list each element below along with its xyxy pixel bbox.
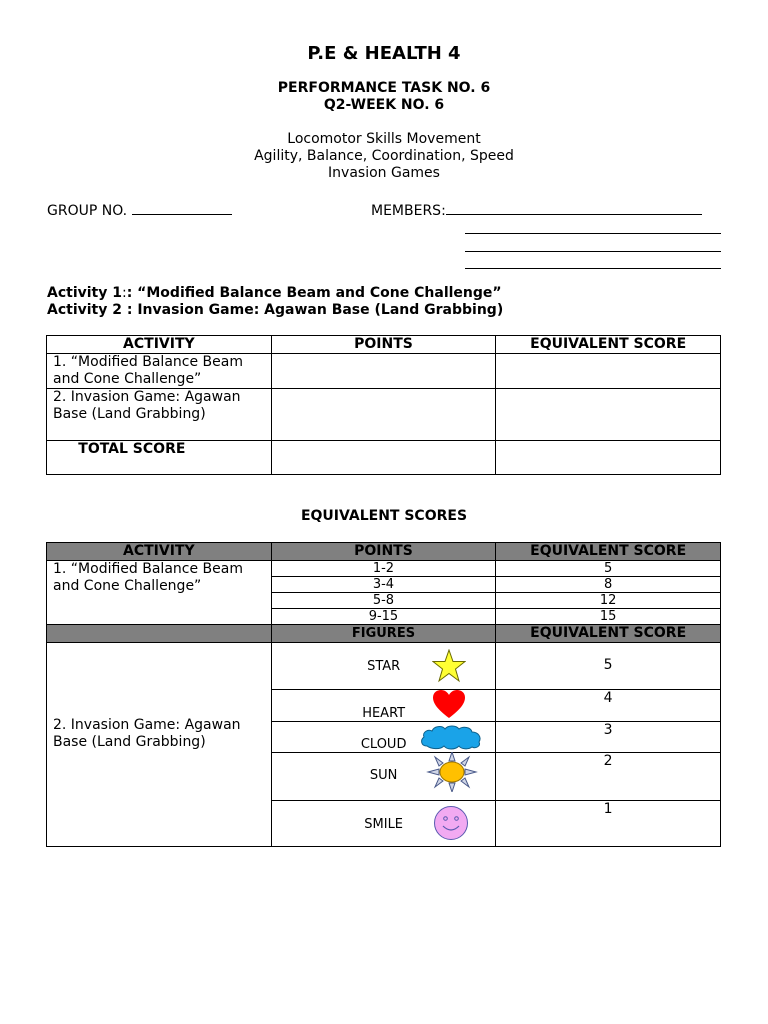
figures-header: FIGURES [271, 625, 496, 643]
equivalent-input-1[interactable] [496, 354, 721, 389]
eq-activity-2 [47, 643, 272, 847]
points-score: 5 [496, 561, 721, 577]
member-blank-2[interactable] [465, 219, 721, 234]
equivalent-input-2[interactable] [496, 389, 721, 441]
table-row [47, 643, 721, 690]
member-blank-1[interactable] [446, 200, 702, 215]
figure-heart [271, 690, 496, 722]
group-blank[interactable] [132, 200, 232, 215]
topic-2: Agility, Balance, Coordination, Speed [254, 148, 514, 164]
activity-1-text: : “Modified Balance Beam and Cone Challenge” [126, 285, 502, 301]
member-blank-3[interactable] [465, 237, 721, 252]
header-equivalent: EQUIVALENT SCORE [496, 336, 721, 354]
eq-header-activity: ACTIVITY [47, 543, 272, 561]
total-equivalent-input[interactable] [496, 441, 721, 475]
equivalent-scores-table [46, 542, 721, 847]
eq-activity-2-text: 2. Invasion Game: Agawan Base (Land Grabbing) [53, 716, 241, 750]
topic-1: Locomotor Skills Movement [287, 131, 481, 147]
heart-icon [432, 689, 466, 724]
figure-label: SUN [369, 768, 398, 783]
figure-star [271, 643, 496, 690]
figure-cloud [271, 722, 496, 753]
activity-1-line: Activity 1:: “Modified Balance Beam and Cone Challenge” [47, 285, 502, 301]
figure-label: CLOUD [360, 737, 407, 752]
table-row [47, 354, 721, 389]
eq-header-equivalent: EQUIVALENT SCORE [496, 543, 721, 561]
figure-score: 5 [496, 643, 721, 690]
total-points-input[interactable] [271, 441, 496, 475]
cloud-icon [419, 724, 483, 755]
activity-1-cell: 1. “Modified Balance Beam and Cone Challenge” [47, 354, 272, 389]
page-title: P.E & HEALTH 4 [307, 43, 461, 64]
group-field [47, 200, 232, 219]
table-row [47, 441, 721, 475]
points-range: 1-2 [271, 561, 496, 577]
points-range: 9-15 [271, 609, 496, 625]
header-activity: ACTIVITY [47, 336, 272, 354]
points-range: 3-4 [271, 577, 496, 593]
points-score: 15 [496, 609, 721, 625]
score-table [46, 335, 721, 475]
group-label: GROUP NO. [47, 203, 128, 219]
activity-2-label: Activity 2 [47, 302, 122, 318]
eq-activity-1: 1. “Modified Balance Beam and Cone Challenge” [47, 561, 272, 625]
points-input-1[interactable] [271, 354, 496, 389]
star-icon [432, 649, 466, 688]
points-range: 5-8 [271, 593, 496, 609]
eq-header-points: POINTS [271, 543, 496, 561]
header-points: POINTS [271, 336, 496, 354]
table-row [47, 561, 721, 577]
topic-3: Invasion Games [328, 165, 440, 181]
figure-label: STAR [367, 659, 401, 674]
task-number: PERFORMANCE TASK NO. 6 [277, 80, 491, 96]
figure-label: SMILE [364, 817, 404, 832]
figure-sun [271, 753, 496, 801]
activity-2-line [47, 302, 503, 318]
member-blank-4[interactable] [465, 254, 721, 269]
equivalent-scores-title: EQUIVALENT SCORES [300, 508, 468, 524]
table-row [47, 389, 721, 441]
points-input-2[interactable] [271, 389, 496, 441]
members-label: MEMBERS: [371, 203, 446, 219]
figure-score: 1 [496, 801, 721, 847]
figure-score: 3 [496, 722, 721, 753]
figures-equivalent-header: EQUIVALENT SCORE [496, 625, 721, 643]
figure-score: 2 [496, 753, 721, 801]
points-score: 12 [496, 593, 721, 609]
activity-2-cell: 2. Invasion Game: Agawan Base (Land Grabbing) [47, 389, 272, 441]
week-number: Q2-WEEK NO. 6 [323, 97, 445, 113]
activity-1-label: Activity 1 [47, 285, 122, 301]
figure-score: 4 [496, 690, 721, 722]
members-field [371, 200, 702, 219]
sun-icon [426, 752, 478, 797]
activity-2-text: : Invasion Game: Agawan Base (Land Grabbing) [121, 302, 504, 318]
total-score-label: TOTAL SCORE [47, 441, 272, 475]
figure-label: HEART [362, 706, 406, 721]
smile-icon [433, 805, 469, 846]
points-score: 8 [496, 577, 721, 593]
eq-header-blank [47, 625, 272, 643]
figure-smile [271, 801, 496, 847]
